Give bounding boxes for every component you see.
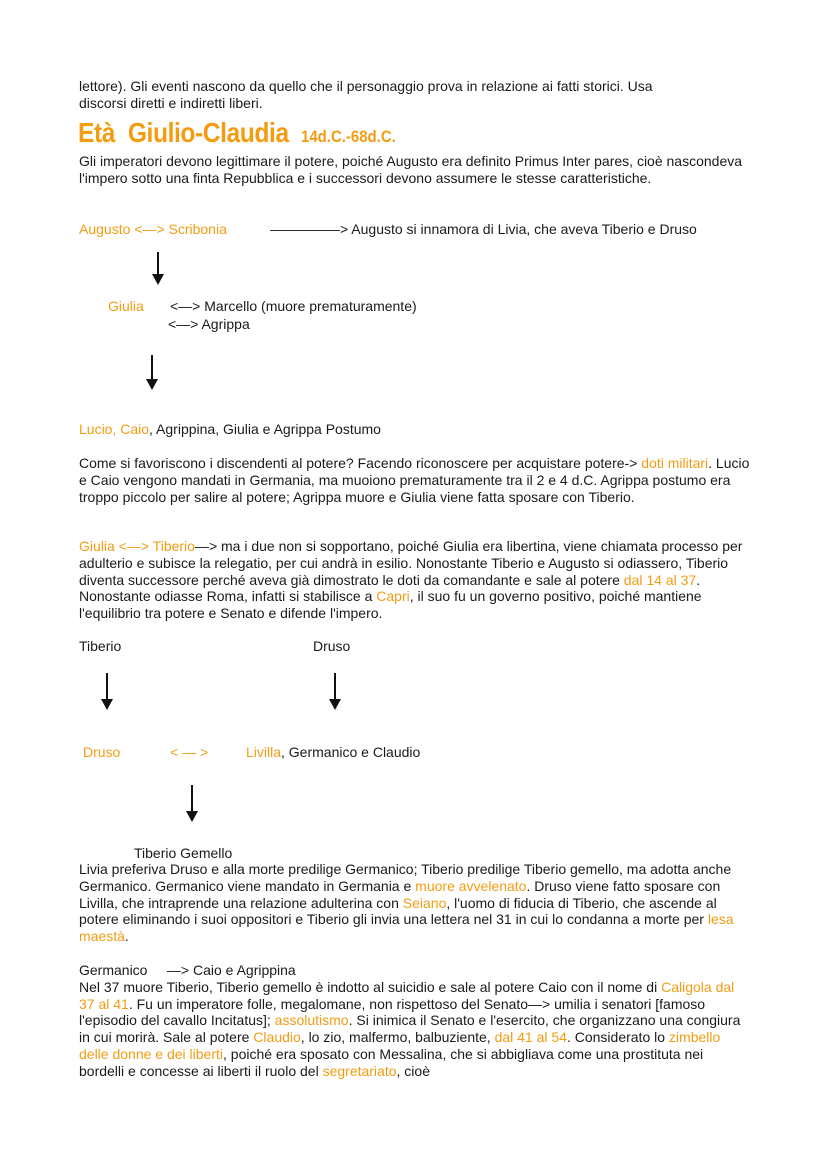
text-run: , il suo fu un governo positivo, poiché mantiene l'equilibrio tra potere e Senato e difende l'impero. <box>79 588 702 622</box>
text-run: , poiché era sposato con Messalina, che si abbigliava come una prostituta nei bordelli e concesse ai liberti il ruolo del <box>79 1045 704 1079</box>
highlight-muore-avvelenato: muore avvelenato <box>415 877 527 894</box>
highlight-dal-41-al-54: dal 41 al 54 <box>494 1029 567 1046</box>
text-run: Livia preferiva Druso e alla morte predilige Germanico; Tiberio predilige Tiberio gemello, ma adotta anche Germanico. Germanico viene mandato in Germania e <box>79 861 732 894</box>
giulia-label: Giulia <box>108 298 144 314</box>
augusto-livia-note: —————> Augusto si innamora di Livia, che aveva Tiberio e Druso <box>270 221 697 237</box>
text-run: . <box>124 928 129 945</box>
highlight-segretariato: segretariato <box>322 1062 397 1079</box>
heading-title: Età Giulio-Claudia <box>78 117 289 148</box>
highlight-seiano: Seiano <box>402 894 447 911</box>
tiberio-gemello-label: Tiberio Gemello <box>134 845 233 861</box>
down-arrow-icon <box>151 252 165 286</box>
text-run: . Si inimica il Senato e l'esercito, che organizzano una congiura in cui morirà. Sale al potere <box>79 1012 741 1046</box>
giulia-marriage-1: <—> Marcello (muore prematuramente) <box>170 298 417 314</box>
down-arrow-icon <box>328 673 342 711</box>
heading-dates: 14d.C.-68d.C. <box>301 127 396 146</box>
intro-line-1: lettore). Gli eventi nascono da quello che il personaggio prova in relazione ai fatti storici. Usa <box>79 78 653 94</box>
giulia-children <box>79 421 381 438</box>
highlight-lesa-maesta: lesa maestà <box>79 911 734 945</box>
text-run: . Nonostante odiasse Roma, infatti si stabilisce a <box>79 571 701 605</box>
paragraph-legitimacy <box>79 153 751 187</box>
text-run: . Lucio e Caio vengono mandati in Germania, ma muoiono prematuramente tra il 2 e 4 d.C. Agrippa postumo era troppo piccolo per salire al potere; Agrippa muore e Giulia viene fatta sposare con Tiberio. <box>79 455 750 505</box>
germanico-line: Germanico —> Caio e Agrippina <box>79 962 296 978</box>
text-run: . Druso viene fatto sposare con Livilla, che intraprende una relazione adulterina con <box>79 877 721 911</box>
paragraph-livia <box>79 861 751 945</box>
text-run: , l'uomo di fiducia di Tiberio, che ascende al potere eliminando i suoi oppositori e Tiberio gli invia una lettera nel 31 in cui lo condanna a morte per <box>79 894 717 928</box>
paragraph-tiberio <box>79 538 751 622</box>
augusto-scribonia: Augusto <—> Scribonia <box>79 221 227 237</box>
down-arrow-icon <box>185 785 199 823</box>
paragraph-caligola-claudio <box>79 962 751 1080</box>
druso-label: Druso <box>83 744 121 760</box>
children-rest: , Germanico e Claudio <box>281 744 421 760</box>
children-rest: , Agrippina, Giulia e Agrippa Postumo <box>149 421 381 437</box>
highlight-doti-militari: doti militari <box>641 455 709 471</box>
highlight-zimbello: zimbello delle donne e dei liberti <box>79 1029 721 1062</box>
down-arrow-icon <box>100 673 114 711</box>
section-heading <box>78 117 396 149</box>
text-run: Come si favoriscono i discendenti al potere? Facendo riconoscere per acquistare potere-> <box>79 455 642 471</box>
children-highlight: Lucio, Caio <box>79 421 150 437</box>
text-run: —> ma i due non si sopportano, poiché Giulia era libertina, viene chiamata processo per adulterio e subisce la relegatio, per cui andrà in esilio. Nonostante Tiberio e Augusto si odiassero, Tiberio diventa successore perché aveva già dimostrato le doti da comandante e sale al potere <box>79 538 743 588</box>
highlight-caligola: Caligola dal 37 al 41 <box>79 978 735 1012</box>
tiberio-label: Tiberio <box>79 638 122 654</box>
druso-livilla-link: < — > <box>170 744 209 760</box>
druso-top-label: Druso <box>313 638 351 654</box>
giulia-marriage-2: <—> Agrippa <box>168 316 250 332</box>
paragraph-succession <box>79 455 751 505</box>
highlight-dal-14-al-37: dal 14 al 37 <box>623 571 697 588</box>
text-run: . Considerato lo <box>566 1029 669 1046</box>
text-run: , lo zio, malfermo, balbuziente, <box>300 1029 495 1046</box>
livilla-label: Livilla <box>246 744 282 760</box>
highlight-claudio: Claudio <box>253 1029 301 1046</box>
text-run: . Fu un imperatore folle, megalomane, non rispettoso del Senato—> umilia i senatori [famoso l'episodio del cavallo Incitatus]; <box>79 995 706 1029</box>
text-run: , cioè <box>396 1062 430 1079</box>
text-run: Nel 37 muore Tiberio, Tiberio gemello è indotto al suicidio e sale al potere Caio con il nome di <box>79 978 662 995</box>
paragraph-legitimacy-text: Gli imperatori devono legittimare il potere, poiché Augusto era definito Primus Inter pares, cioè nascondeva l'impero sotto una finta Repubblica e i successori devono assumere le stesse caratteristiche. <box>79 153 743 186</box>
intro-paragraph <box>79 78 751 112</box>
highlight-capri: Capri <box>376 588 410 605</box>
highlight-giulia-tiberio: Giulia <—> Tiberio <box>79 538 195 554</box>
intro-line-2: discorsi diretti e indiretti liberi. <box>79 94 263 111</box>
highlight-assolutismo: assolutismo <box>274 1012 349 1029</box>
druso-children <box>246 744 420 761</box>
down-arrow-icon <box>145 355 159 391</box>
